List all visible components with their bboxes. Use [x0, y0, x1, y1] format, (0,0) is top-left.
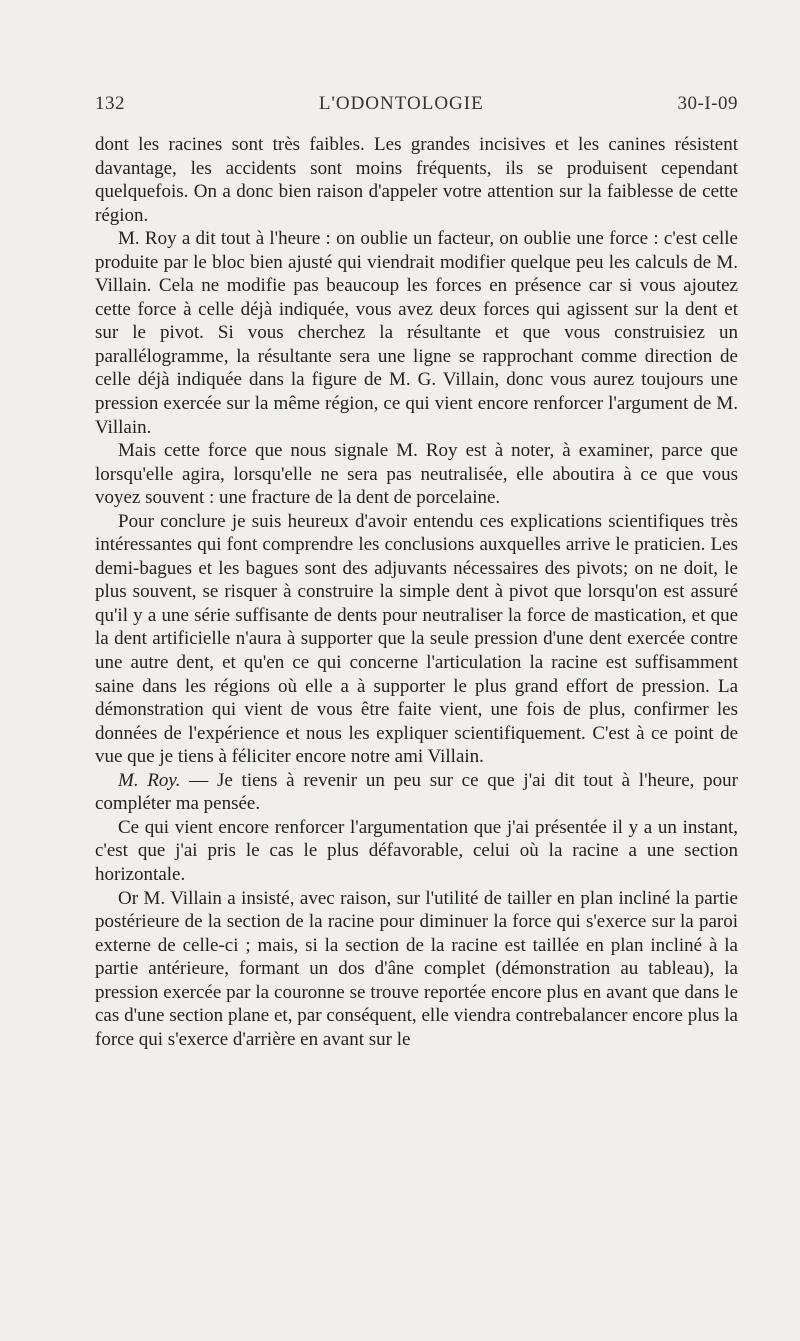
issue-date: 30-I-09 — [677, 93, 738, 114]
journal-title: L'ODONTOLOGIE — [318, 93, 484, 114]
paragraph — [95, 769, 738, 816]
article-body — [95, 133, 738, 1051]
paragraph: Ce qui vient encore renforcer l'argumentation que j'ai présentée il y a un instant, c'est que j'ai pris le cas le plus défavorable, celui où la racine a une section horizontale. — [95, 816, 738, 885]
running-head — [95, 93, 738, 115]
page-number: 132 — [95, 93, 125, 114]
paragraph: M. Roy a dit tout à l'heure : on oublie un facteur, on oublie une force : c'est celle produite par le bloc bien ajusté qui viendrait modifier quelque peu les calculs de M. Villain. Cela ne modifie pas beaucoup les forces en présence car si vous ajoutez cette force à celle déjà indiquée, vous avez deux forces qui agissent sur la dent et sur le pivot. Si vous cherchez la résultante et que vous construisiez un parallélogramme, la résultante sera une ligne se rapprochant comme direction de celle déjà indiquée dans la figure de M. G. Villain, donc vous aurez toujours une pression exercée sur la même région, ce qui vient encore renforcer l'argument de M. Villain. — [95, 228, 738, 438]
paragraph: Pour conclure je suis heureux d'avoir entendu ces explications scientifiques très intéressantes qui font comprendre les conclusions auxquelles arrive le praticien. Les demi-bagues et les bagues sont des adjuvants nécessaires des pivots; on ne doit, le plus souvent, se risquer à construire la simple dent à pivot que lorsqu'on est assuré qu'il y a une série suffisante de dents pour neutraliser la force de mastication, et que la dent artificielle n'aura à supporter que la seule pression d'une dent exercée contre une autre dent, et qu'en ce qui concerne l'articulation la racine est suffisamment saine dans les régions où elle a à supporter le plus grand effort de pression. La démonstration qui vient de vous être faite vient, une fois de plus, confirmer les données de l'expérience et nous les expliquer scientifiquement. C'est à ce point de vue que je tiens à féliciter encore notre ami Villain. — [95, 510, 738, 768]
paragraph-text: — Je tiens à revenir un peu sur ce que j'ai dit tout à l'heure, pour compléter ma pensée. — [95, 769, 738, 815]
paragraph: Or M. Villain a insisté, avec raison, sur l'utilité de tailler en plan incliné la partie postérieure de la section de la racine pour diminuer la force qui s'exerce sur la paroi externe de celle-ci ; mais, si la section de la racine est taillée en plan incliné à la partie antérieure, formant un dos d'âne complet (démonstration au tableau), la pression exercée par la couronne se trouve reportée encore plus en avant que dans le cas d'une section plane et, par conséquent, elle viendra contrebalancer encore plus la force qui s'exerce d'arrière en avant sur le — [95, 887, 738, 1050]
speaker-name: M. Roy. — [118, 769, 181, 791]
paragraph: Mais cette force que nous signale M. Roy est à noter, à examiner, parce que lorsqu'elle agira, lorsqu'elle ne sera pas neutralisée, elle aboutira à ce que vous voyez souvent : une fracture de la dent de porcelaine. — [95, 440, 738, 509]
paragraph: dont les racines sont très faibles. Les grandes incisives et les canines résistent davantage, les accidents sont moins fréquents, ils se produisent cependant quelquefois. On a donc bien raison d'appeler votre attention sur la faiblesse de cette région. — [95, 134, 738, 226]
